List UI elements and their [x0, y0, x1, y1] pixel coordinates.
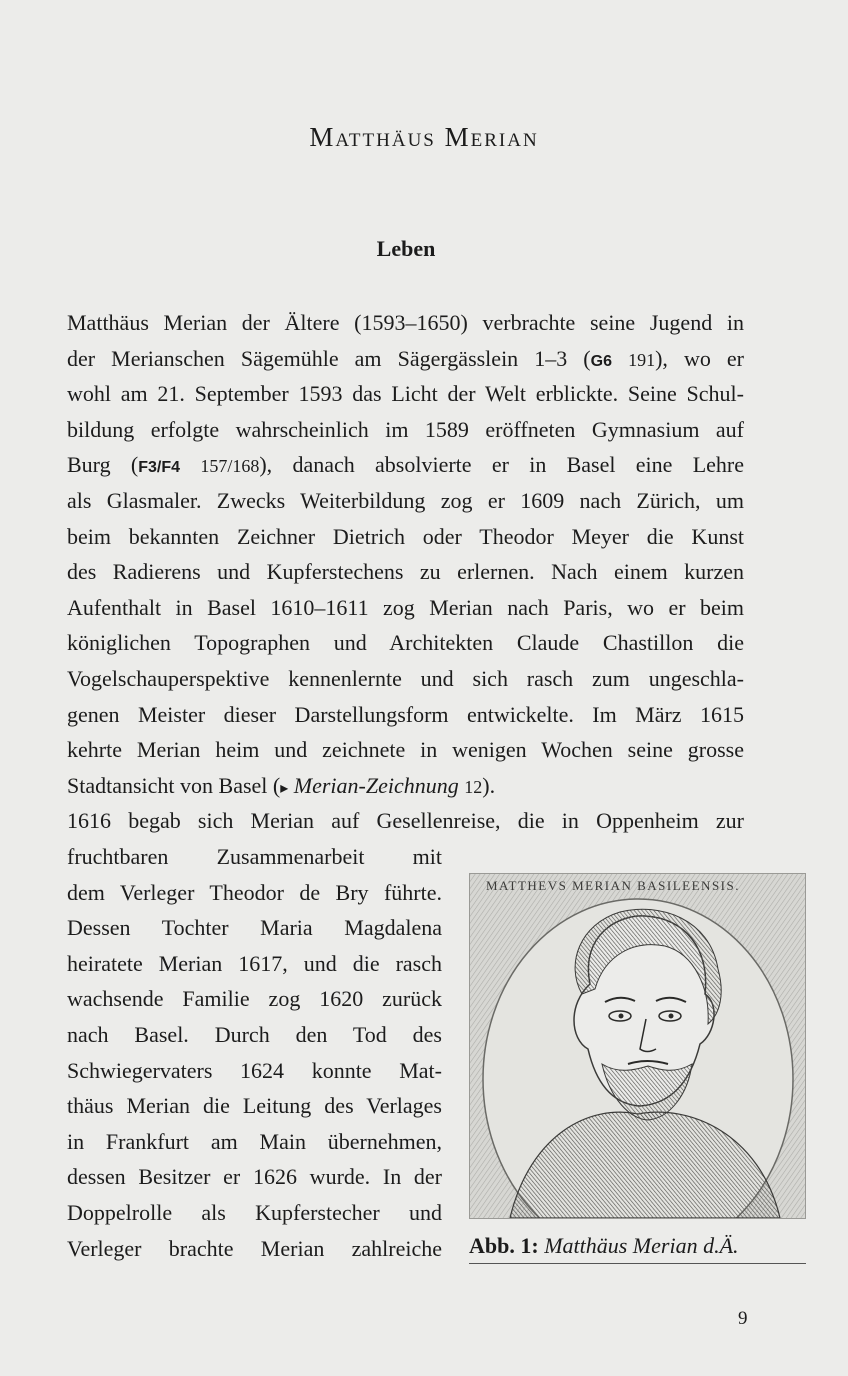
caption-divider [469, 1263, 806, 1264]
cross-reference-arrow-icon: ▸ [280, 779, 289, 797]
caption-label: Abb. 1: [469, 1233, 539, 1258]
portrait-illustration [470, 874, 805, 1218]
text-line: dessen Besitzer er 1626 wurde. In der [67, 1164, 442, 1190]
page-title: Matthäus Merian [309, 122, 539, 152]
text-line: Dessen Tochter Maria Magdalena [67, 915, 442, 941]
text-line: in Frankfurt am Main übernehmen, [67, 1128, 442, 1154]
text-line: Schwiegervaters 1624 konnte Mat- [67, 1057, 442, 1083]
text-line: Verleger brachte Merian zahlreiche [67, 1235, 442, 1261]
body-text [67, 305, 744, 839]
text-line: königlichen Topographen und Architekten Claude Chastillon die [67, 630, 744, 656]
text-line: wohl am 21. September 1593 das Licht der Welt erblickte. Seine Schul- [67, 381, 744, 407]
reference-number: 157/168 [200, 456, 260, 477]
text-line: Aufenthalt in Basel 1610–1611 zog Merian nach Paris, wo er beim [67, 594, 744, 620]
text-line: kehrte Merian heim und zeichnete in wenigen Wochen seine grosse [67, 737, 744, 763]
reference-number: 191 [628, 349, 656, 370]
page-number: 9 [738, 1308, 748, 1329]
figure-caption [469, 1231, 806, 1261]
reference-number: 12 [464, 776, 483, 797]
body-text-beside-figure [67, 839, 442, 1266]
text-line: dem Verleger Theodor de Bry führte. [67, 879, 442, 905]
text-line: Doppelrolle als Kupferstecher und [67, 1199, 442, 1225]
text-segment: Stadtansicht von Basel ( [67, 772, 281, 798]
caption-text: Matthäus Merian d.Ä. [544, 1233, 739, 1258]
text-segment: ). [482, 772, 496, 798]
text-line-with-reference [67, 341, 744, 377]
text-line: Vogelschauperspektive kennenlernte und sich rasch zum ungeschla- [67, 665, 744, 691]
portrait-engraving [469, 873, 806, 1219]
text-line: bildung erfolgte wahrscheinlich im 1589 eröffneten Gymnasium auf [67, 416, 744, 442]
text-line: Matthäus Merian der Ältere (1593–1650) verbrachte seine Jugend in [67, 310, 744, 335]
text-line: nach Basel. Durch den Tod des [67, 1021, 442, 1047]
text-segment: ), danach absolvierte er in Basel eine Lehre [259, 452, 744, 478]
text-line-with-cross-reference [67, 768, 744, 804]
text-line: genen Meister dieser Darstellungsform entwickelte. Im März 1615 [67, 701, 744, 727]
text-line: heiratete Merian 1617, und die rasch [67, 950, 442, 976]
text-line: fruchtbaren Zusammenarbeit mit [67, 844, 442, 869]
section-heading: Leben [376, 236, 436, 261]
text-line: als Glasmaler. Zwecks Weiterbildung zog er 1609 nach Zürich, um [67, 487, 744, 513]
cross-reference-title: Merian-Zeichnung [293, 772, 459, 798]
text-segment: der Merianschen Sägemühle am Sägergässlein 1–3 ( [67, 345, 591, 371]
text-line: 1616 begab sich Merian auf Gesellenreise, die in Oppenheim zur [67, 808, 744, 834]
portrait-inscription: MATTHEVS MERIAN BASILEENSIS. [486, 878, 740, 893]
text-line: beim bekannten Zeichner Dietrich oder Theodor Meyer die Kunst [67, 523, 744, 549]
text-segment: Burg ( [67, 452, 139, 478]
text-line: des Radierens und Kupferstechens zu erlernen. Nach einem kurzen [67, 559, 744, 585]
text-line: thäus Merian die Leitung des Verlages [67, 1093, 442, 1119]
text-segment: ), wo er [655, 345, 744, 371]
map-grid-reference: G6 [590, 352, 612, 370]
text-line: wachsende Familie zog 1620 zurück [67, 986, 442, 1012]
map-grid-reference: F3/F4 [138, 459, 181, 477]
text-line-with-reference [67, 447, 744, 483]
